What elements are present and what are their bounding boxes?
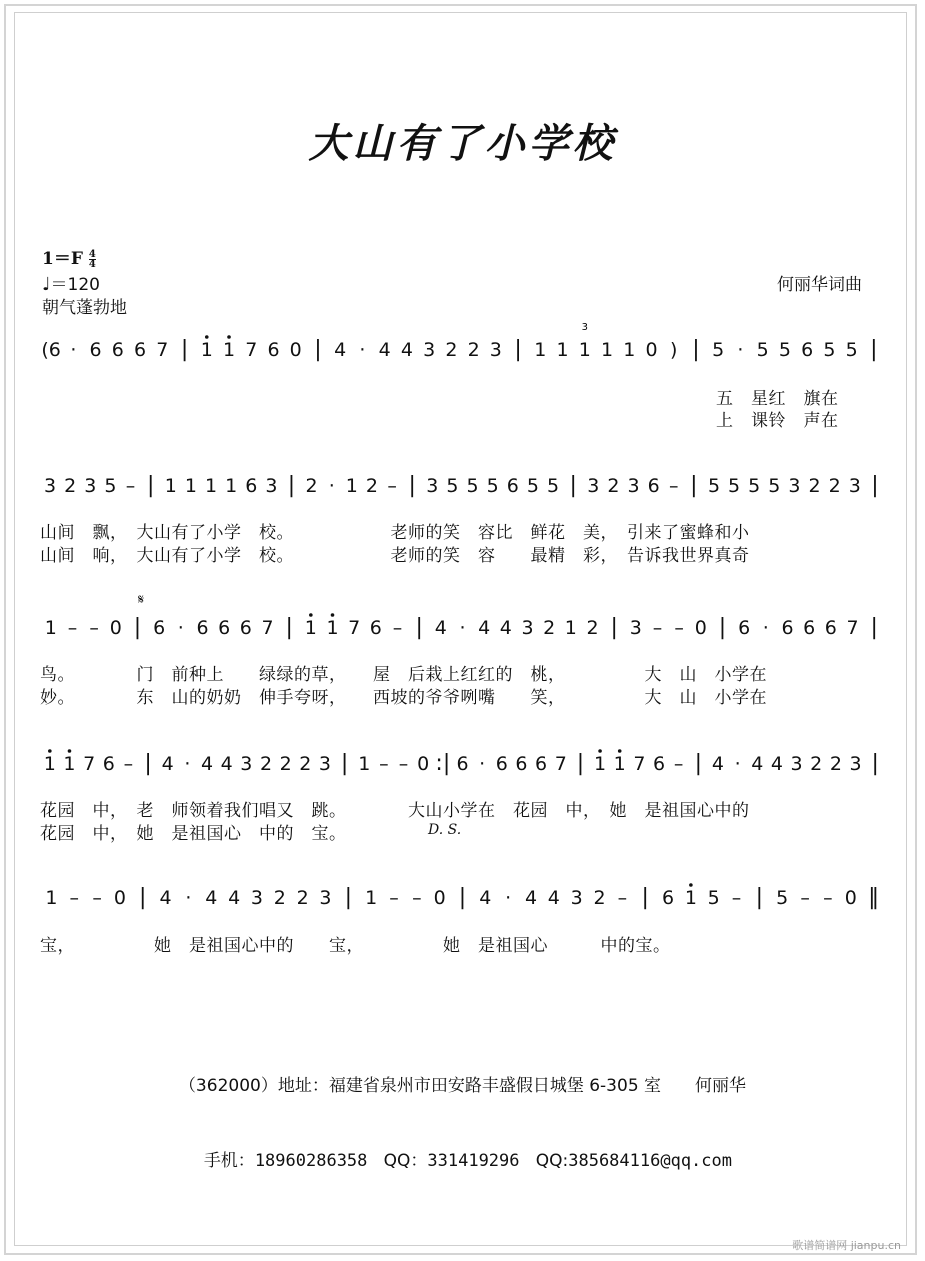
note: 4 xyxy=(499,617,512,639)
note: 4 xyxy=(159,887,172,909)
note: 4 xyxy=(200,753,214,775)
dash-mark: – xyxy=(800,887,810,909)
note: 2 xyxy=(586,617,599,639)
note: 2 xyxy=(829,753,842,775)
dash-mark: – xyxy=(92,887,102,909)
dash-mark: – xyxy=(669,475,679,497)
barline: | xyxy=(287,473,296,498)
note: 1 xyxy=(44,617,57,639)
lyric-line-3a: 鸟。 门 前种上 绿绿的草， 屋 后栽上红红的 桃， 大 山 小学在 xyxy=(40,665,767,685)
note: 2 xyxy=(810,753,823,775)
barline: | xyxy=(871,751,879,776)
note: 5 xyxy=(845,339,858,361)
note: 1 xyxy=(613,753,626,775)
notation-line-4 xyxy=(40,748,885,780)
note: 6 xyxy=(456,753,469,775)
lyric-line-2b: 山间 响， 大山有了小学 校。 老师的笑 容 最精 彩， 告诉我世界真奇 xyxy=(40,546,750,566)
notation-svg xyxy=(40,470,885,502)
note: 3 xyxy=(849,753,862,775)
note: 2 xyxy=(828,475,841,497)
barline: | xyxy=(694,751,703,776)
footer-address: （362000）地址：福建省泉州市田安路丰盛假日城堡 6-305 室 何丽华 xyxy=(178,1076,747,1096)
note: 6 xyxy=(824,617,837,639)
note: 2 xyxy=(543,617,556,639)
note: 1 xyxy=(326,617,339,639)
barline: | xyxy=(133,615,142,640)
triplet-mark: 3 xyxy=(581,322,588,333)
note: 6 xyxy=(134,339,147,361)
note: 5 xyxy=(104,475,117,497)
note: 3 xyxy=(423,339,436,361)
barline: | xyxy=(285,615,293,640)
lyric-line-1b: 上 课铃 声在 xyxy=(716,411,839,431)
octave-dot xyxy=(598,749,602,753)
barline: | xyxy=(180,337,189,362)
note: 3 xyxy=(84,475,97,497)
note: 4 xyxy=(434,617,447,639)
notation-svg xyxy=(40,882,885,914)
note: 5 xyxy=(768,475,781,497)
dot-mark: · xyxy=(184,753,191,775)
barline: | xyxy=(458,885,467,910)
barline: | xyxy=(569,473,577,498)
note: 4 xyxy=(400,339,413,361)
note: 3 xyxy=(250,887,264,909)
key-label: 1＝F xyxy=(42,249,83,269)
note: 6 xyxy=(647,475,660,497)
dot-mark: · xyxy=(762,617,769,639)
note: 2 xyxy=(279,753,292,775)
notation-line-3 xyxy=(40,612,885,644)
note: 2 xyxy=(607,475,620,497)
note: 2 xyxy=(296,887,309,909)
octave-dot xyxy=(618,749,622,753)
tempo-marking xyxy=(42,270,100,295)
note: 5 xyxy=(707,475,721,497)
note: 3 xyxy=(240,753,253,775)
dot-mark: · xyxy=(479,753,486,775)
ds-marking: D. S. xyxy=(428,822,462,838)
note: 4 xyxy=(228,887,241,909)
note: 1 xyxy=(600,339,614,361)
meter-bottom: 4 xyxy=(88,259,96,270)
dash-mark: – xyxy=(389,887,399,909)
note: 1 xyxy=(45,887,58,909)
barline: | xyxy=(718,615,727,640)
barline: | xyxy=(415,615,423,640)
note: 6 xyxy=(369,617,382,639)
note: 5 xyxy=(748,475,761,497)
barline: | xyxy=(344,885,353,910)
note: 4 xyxy=(220,753,233,775)
qq-number: 331419296 xyxy=(427,1151,520,1171)
note: 4 xyxy=(479,887,492,909)
notation-line-1 xyxy=(40,322,885,366)
lyric-line-4b: 花园 中， 她 是祖国心 中的 宝。 xyxy=(40,824,347,844)
note: 1 xyxy=(304,617,317,639)
qq2-email: 385684116@qq.com xyxy=(568,1151,732,1171)
dash-mark: – xyxy=(387,475,397,497)
note: 4 xyxy=(770,753,783,775)
segno-sign: 𝄋 xyxy=(138,592,145,608)
octave-dot xyxy=(689,883,693,887)
dot-mark: · xyxy=(359,339,366,361)
note: 2 xyxy=(305,475,318,497)
note: 1 xyxy=(623,339,636,361)
dash-mark: – xyxy=(823,887,833,909)
note: 4 xyxy=(711,753,725,775)
note: 1 xyxy=(556,339,569,361)
note: 5 xyxy=(526,475,539,497)
barline: | xyxy=(641,885,649,910)
note: 5 xyxy=(778,339,791,361)
note: 1 xyxy=(63,753,76,775)
time-signature xyxy=(89,250,96,269)
dot-mark: · xyxy=(737,339,744,361)
note: 2 xyxy=(365,475,379,497)
key-signature xyxy=(42,244,96,269)
note: 7 xyxy=(156,339,169,361)
note: 6 xyxy=(267,339,280,361)
note: 3 xyxy=(587,475,600,497)
note: 6 xyxy=(661,887,675,909)
dash-mark: – xyxy=(69,887,80,909)
barline: | xyxy=(870,337,878,362)
dot-mark: · xyxy=(505,887,512,909)
barline: | xyxy=(139,885,147,910)
notation-line-5 xyxy=(40,882,885,914)
octave-dot xyxy=(68,749,72,753)
note: 3 xyxy=(629,617,642,639)
dot-mark: · xyxy=(70,339,77,361)
note: 4 xyxy=(751,753,764,775)
dash-mark: – xyxy=(674,617,684,639)
note: 6 xyxy=(738,617,751,639)
meter-top: 4 xyxy=(88,249,96,260)
note: 3 xyxy=(489,339,502,361)
note: 4 xyxy=(524,887,538,909)
dot-mark: · xyxy=(459,617,466,639)
note: 3 xyxy=(426,475,439,497)
note: 7 xyxy=(261,617,274,639)
note: 3 xyxy=(788,475,801,497)
dash-mark: – xyxy=(398,753,409,775)
barline: | xyxy=(576,751,585,776)
note: 5 xyxy=(756,339,769,361)
note: 4 xyxy=(334,339,347,361)
dash-mark: – xyxy=(412,887,422,909)
note: 6 xyxy=(781,617,794,639)
dash-mark: – xyxy=(123,753,134,775)
note: 0 xyxy=(844,887,857,909)
dot-mark: · xyxy=(328,475,335,497)
dash-mark: – xyxy=(731,887,742,909)
note: 2 xyxy=(273,887,286,909)
note: 6 xyxy=(196,617,209,639)
note: 7 xyxy=(83,753,96,775)
note: 0 xyxy=(417,753,430,775)
note: 6 xyxy=(506,475,519,497)
octave-dot xyxy=(309,613,313,617)
barline: ‖ xyxy=(868,885,880,910)
quarter-note-icon: ♩ xyxy=(42,274,51,295)
dot-mark: · xyxy=(734,753,741,775)
barline: | xyxy=(610,615,618,640)
lyric-line-5: 宝， 她 是祖国心中的 宝， 她 是祖国心 中的宝。 xyxy=(40,936,671,956)
note: 5 xyxy=(486,475,499,497)
note: 1 xyxy=(594,753,607,775)
note: 6 xyxy=(535,753,548,775)
note: 5 xyxy=(446,475,459,497)
qq-label: QQ： xyxy=(383,1151,428,1171)
note: 6 xyxy=(245,475,258,497)
dot-mark: · xyxy=(185,887,192,909)
note: 2 xyxy=(299,753,312,775)
note: 7 xyxy=(633,753,646,775)
notation-svg xyxy=(40,612,885,644)
note: 3 xyxy=(848,475,861,497)
dash-mark: – xyxy=(392,617,403,639)
dash-mark: – xyxy=(652,617,663,639)
barline: | xyxy=(871,473,879,498)
note: 6 xyxy=(153,617,166,639)
note: 3 xyxy=(627,475,640,497)
watermark: 歌谱简谱网 jianpu.cn xyxy=(792,1239,901,1252)
barline: | xyxy=(146,473,155,498)
octave-dot xyxy=(331,613,335,617)
phone-label: 手机： xyxy=(203,1151,255,1171)
dash-mark: – xyxy=(67,617,78,639)
notation-line-2 xyxy=(40,470,885,502)
tempo-value: ＝120 xyxy=(50,275,100,295)
note: 6 xyxy=(495,753,508,775)
note: 5 xyxy=(546,475,560,497)
note: 7 xyxy=(554,753,567,775)
footer-contact xyxy=(0,1126,925,1171)
note: 2 xyxy=(445,339,458,361)
note: 0 xyxy=(694,617,707,639)
expression-marking: 朝气蓬勃地 xyxy=(42,298,127,318)
note: 1 xyxy=(164,475,177,497)
note: 4 xyxy=(378,339,391,361)
note: 2 xyxy=(593,887,606,909)
note: 1 xyxy=(564,617,577,639)
note: 6 xyxy=(111,339,124,361)
note: ) xyxy=(670,339,678,361)
note: 2 xyxy=(467,339,480,361)
note: 1 xyxy=(578,339,591,361)
song-title: 大山有了小学校 xyxy=(308,120,617,167)
note: 4 xyxy=(478,617,491,639)
barline: | xyxy=(690,473,698,498)
note: 0 xyxy=(289,339,302,361)
barline: | xyxy=(870,615,878,640)
barline: | xyxy=(514,337,522,362)
note: 2 xyxy=(259,753,273,775)
note: 4 xyxy=(161,753,174,775)
note: 6 xyxy=(515,753,528,775)
qq2-label: QQ: xyxy=(535,1151,569,1171)
note: 6 xyxy=(89,339,102,361)
notation-svg xyxy=(40,322,885,366)
note: 7 xyxy=(245,339,258,361)
note: 1 xyxy=(365,887,378,909)
note: 3 xyxy=(44,475,57,497)
barline: :| xyxy=(435,751,451,776)
note: 1 xyxy=(222,339,236,361)
lyric-line-2a: 山间 飘， 大山有了小学 校。 老师的笑 容比 鲜花 美， 引来了蜜蜂和小 xyxy=(40,523,750,543)
note: 1 xyxy=(345,475,358,497)
note: 5 xyxy=(712,339,725,361)
barline: | xyxy=(408,473,416,498)
note: 0 xyxy=(645,339,658,361)
dash-mark: – xyxy=(89,617,99,639)
note: 5 xyxy=(707,887,720,909)
note: 5 xyxy=(823,339,836,361)
note: 6 xyxy=(652,753,666,775)
note: 1 xyxy=(684,887,697,909)
barline: | xyxy=(314,337,322,362)
octave-dot xyxy=(48,749,52,753)
note: 1 xyxy=(534,339,547,361)
lyric-line-3b: 妙。 东 山的奶奶 伸手夸呀， 西坡的爷爷咧嘴 笑， 大 山 小学在 xyxy=(40,688,767,708)
note: 4 xyxy=(205,887,218,909)
note: 7 xyxy=(846,617,859,639)
note: 6 xyxy=(801,339,814,361)
note: 1 xyxy=(225,475,238,497)
note: 1 xyxy=(184,475,197,497)
note: 1 xyxy=(43,753,56,775)
note: 2 xyxy=(808,475,821,497)
note: 5 xyxy=(776,887,789,909)
lyric-line-1a: 五 星红 旗在 xyxy=(716,389,839,409)
phone-number: 18960286358 xyxy=(254,1151,368,1171)
barline: | xyxy=(692,337,700,362)
notation-svg xyxy=(40,748,885,780)
note: 4 xyxy=(547,887,560,909)
lyric-line-4a: 花园 中， 老 师领着我们唱又 跳。 大山小学在 花园 中， 她 是祖国心中的 xyxy=(40,801,750,821)
dash-mark: – xyxy=(379,753,389,775)
note: 2 xyxy=(64,475,77,497)
note: 1 xyxy=(358,753,371,775)
note: (6 xyxy=(41,339,61,361)
note: 5 xyxy=(466,475,479,497)
note: 3 xyxy=(521,617,534,639)
note: 3 xyxy=(265,475,278,497)
note: 6 xyxy=(218,617,231,639)
note: 3 xyxy=(570,887,583,909)
octave-dot xyxy=(227,335,231,339)
note: 6 xyxy=(803,617,816,639)
note: 0 xyxy=(113,887,126,909)
barline: | xyxy=(144,751,152,776)
note: 1 xyxy=(200,339,213,361)
barline: | xyxy=(755,885,764,910)
dash-mark: – xyxy=(617,887,628,909)
octave-dot xyxy=(205,335,209,339)
barline: | xyxy=(340,751,349,776)
note: 0 xyxy=(109,617,122,639)
dash-mark: – xyxy=(673,753,684,775)
note: 3 xyxy=(790,753,803,775)
note: 1 xyxy=(204,475,218,497)
composer-credit: 何丽华词曲 xyxy=(777,275,862,295)
note: 6 xyxy=(102,753,115,775)
note: 0 xyxy=(433,887,446,909)
note: 7 xyxy=(348,617,361,639)
note: 6 xyxy=(239,617,252,639)
note: 3 xyxy=(318,753,331,775)
dot-mark: · xyxy=(177,617,184,639)
note: 3 xyxy=(319,887,332,909)
dash-mark: – xyxy=(125,475,136,497)
note: 5 xyxy=(728,475,741,497)
